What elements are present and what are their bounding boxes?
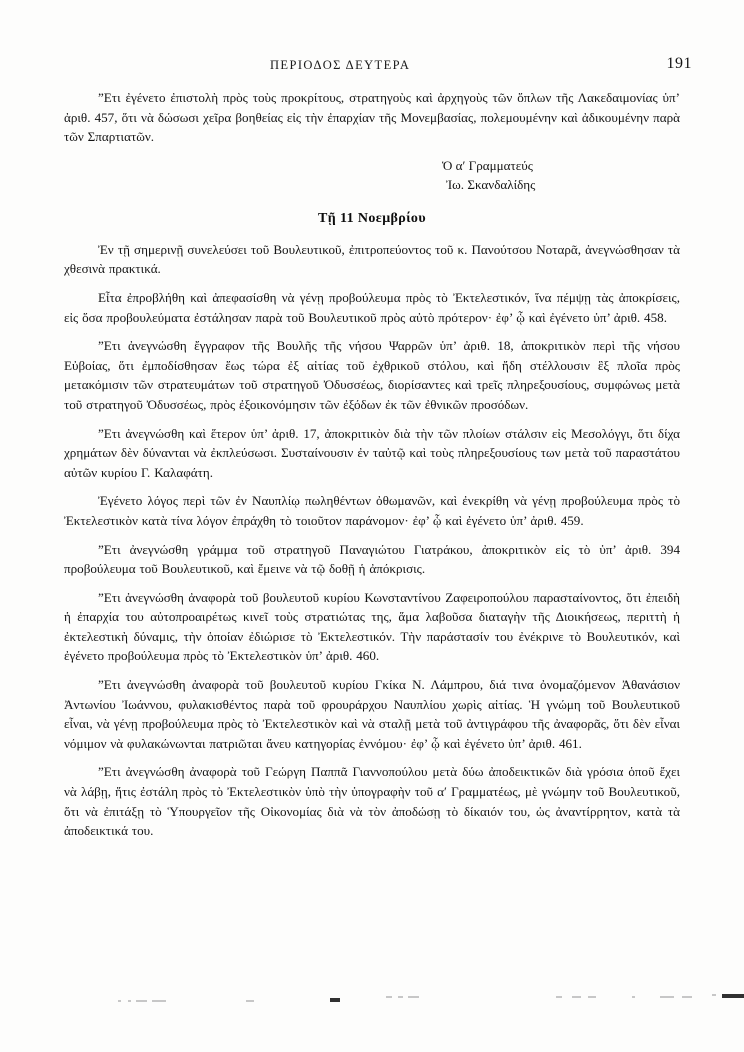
scan-artifact [386,996,392,998]
scan-artifact [330,998,340,1002]
scan-artifact [152,1000,166,1002]
signature-name: Ἰω. Σκανδαλίδης [446,177,536,193]
paragraph: ”Ετι ἐγένετο ἐπιστολὴ πρὸς τοὺς προκρίτους, στρατηγοὺς καὶ ἀρχηγοὺς τῶν ὅπλων τῆς Λακεδαιμονίας ὑπ’ ἀριθ. 457, ὅτι νὰ δώσωσι χεῖρα βοηθείας εἰς τὴν ἐπαρχίαν τῆς Μονεμβασίας, πολεμουμένην καὶ ἀδικουμένην παρὰ τῶν Σπαρτιατῶν. [64,90,680,145]
scan-artifact [588,996,596,998]
scan-artifact [722,994,744,998]
page-number: 191 [666,55,692,72]
signature-title: Ὁ α′ Γραμματεύς [442,157,533,173]
scan-artifact [128,1000,131,1002]
page-body [64,88,680,850]
paragraph: ”Ετι ἀνεγνώσθη ἀναφορὰ τοῦ βουλευτοῦ κυρίου Γκίκα Ν. Λάμπρου, διά τινα ὀνομαζόμενον Ἀθανάσιον Ἀντωνίου Ἰωάννου, φυλακισθέντος παρὰ τοῦ φρουράρχου Ναυπλίου χωρὶς αἰτίας. Ἡ γνώμη τοῦ Βουλευτικοῦ εἶναι, νὰ γένῃ προβούλευμα πρὸς τὸ Ἐκτελεστικὸν καὶ νὰ σταλῇ μετὰ τοῦ ἀντιγράφου τῆς ἀναφορᾶς, ὅτι δὲν εἶναι νόμιμον νὰ φυλακώνωνται πατριῶται ἄνευ κατηγορίας ἐννόμου· ἐφ’ ᾧ καὶ ἐγένετο ὑπ’ ἀριθ. 461. [64,677,680,751]
scan-artifact [398,996,403,998]
running-head [0,55,744,80]
scan-artifact [118,1000,121,1002]
paragraph: ”Ετι ἀνεγνώσθη γράμμα τοῦ στρατηγοῦ Παναγιώτου Γιατράκου, ἀποκριτικὸν εἰς τὸ ὑπ’ ἀριθ. 394 προβούλευμα τοῦ Βουλευτικοῦ, καὶ ἔμεινε νὰ τῷ δοθῇ ἡ ἀπόκρισις. [64,541,680,577]
scan-artifact [408,996,419,998]
scan-artifact [556,996,562,998]
scan-artifact [572,996,581,998]
paragraph: Ἐν τῇ σημερινῇ συνελεύσει τοῦ Βουλευτικοῦ, ἐπιτροπεύοντος τοῦ κ. Πανούτσου Νοταρᾶ, ἀνεγνώσθησαν τὰ χθεσινὰ πρακτικά. [64,241,680,277]
paragraph: Εἶτα ἐπροβλήθη καὶ ἀπεφασίσθη νὰ γένῃ προβούλευμα πρὸς τὸ Ἐκτελεστικόν, ἵνα πέμψῃ τὰς ἀποκρίσεις, εἰς ὅσα προβουλεύματα ἐστάλησαν παρὰ τοῦ Βουλευτικοῦ πρὸς αὐτὸ πρότερον· ἐφ’ ᾧ καὶ ἐγένετο ὑπ’ ἀριθ. 458. [64,289,680,325]
paragraph: Ἐγένετο λόγος περὶ τῶν ἐν Ναυπλίῳ πωληθέντων ὀθωμανῶν, καὶ ἐνεκρίθη νὰ γένῃ προβούλευμα πρὸς τὸ Ἐκτελεστικὸν κατὰ τίνα λόγον ἐπράχθη τὸ τοιοῦτον παράνομον· ἐφ’ ᾧ καὶ ἐγένετο ὑπ’ ἀριθ. 459. [64,493,680,528]
signature-block [64,156,680,195]
scan-artifact [660,996,674,998]
scan-artifact [682,996,692,998]
scan-artifact [632,996,635,998]
paragraph: ”Ετι ἀνεγνώσθη καὶ ἕτερον ὑπ’ ἀριθ. 17, ἀποκριτικὸν διὰ τὴν τῶν πλοίων στάλσιν εἰς Μεσολόγγι, ὅτι δίχα χρημάτων δὲν δύνανται νὰ ἐκπλεύσωσι. Συσταίνουσιν ἐν ταὐτῷ καὶ τοὺς πληρεξουσίους των μετὰ τοῦ παραστάτου αὐτῶν κυρίου Γ. Καλαφάτη. [64,425,680,480]
running-head-title: ΠΕΡΙΟΔΟΣ ΔΕΥΤΕΡΑ [270,58,411,72]
scan-artifact [136,1000,147,1002]
scan-artifact [712,994,716,996]
paragraph: ”Ετι ἀνεγνώσθη ἔγγραφον τῆς Βουλῆς τῆς νήσου Ψαρρῶν ὑπ’ ἀριθ. 18, ἀποκριτικὸν περὶ τῆς νήσου Εὐβοίας, ὅτι ἐμποδίσθησαν ἕως τώρα ἐξ αἰτίας τοῦ ἐχθρικοῦ στόλου, καὶ ἤδη στέλλουσιν ἓξ πλοῖα πρὸς μετακόμισιν τῶν στρατευμάτων τοῦ στρατηγοῦ Ὀδυσσέως, διορίσαντες καὶ τρεῖς πληρεξουσίους, συμφώνως μετὰ τοῦ στρατηγοῦ Ὀδυσσέως, πρὸς ἐξοικονόμησιν τῶν ἐξόδων ἐκ τῶν ἐθνικῶν προσόδων. [64,338,680,412]
section-heading: Τῇ 11 Νοεμβρίου [317,210,427,226]
paragraph: ”Ετι ἀνεγνώσθη ἀναφορὰ τοῦ Γεώργη Παππᾶ Γιαννοπούλου μετὰ δύω ἀποδεικτικῶν διὰ γρόσια ὁποῦ ἔχει νὰ λάβῃ, ἥτις ἐστάλη πρὸς τὸ Ἐκτελεστικὸν ὑπὸ τὴν ὑπογραφὴν τοῦ α′ Γραμματέως, μὲ γνώμην τοῦ Βουλευτικοῦ, ὅτι νὰ ἐπιτάξῃ τὸ Ὑπουργεῖον τῆς Οἰκονομίας διὰ νὰ τὸν ἀποδώσῃ τὸ δίκαιόν του, ὡς ἀναντίρρητον, κατὰ τὰ ἀποδεικτικά του. [64,764,680,839]
scan-artifact [246,1000,254,1002]
paragraph: ”Ετι ἀνεγνώσθη ἀναφορὰ τοῦ βουλευτοῦ κυρίου Κωνσταντίνου Ζαφειροπούλου παρασταίνοντος, ὅτι ἐπειδὴ ἡ ἐπαρχία του αὐτοπροαιρέτως κινεῖ τοὺς στρατιώτας της, ἅμα λαβοῦσα διαταγὴν τῆς Διοικήσεως, περιττὴ ἡ ἐκτελεστικὴ δύναμις, τὴν ὁποίαν ἐδιώρισε τὸ Ἐκτελεστικόν. Τὴν παράστασίν του ἐνέκρινε τὸ Βουλευτικόν, καὶ ἐγένετο προβούλευμα πρὸς τὸ Ἐκτελεστικὸν ὑπ’ ἀριθ. 460. [64,589,680,664]
